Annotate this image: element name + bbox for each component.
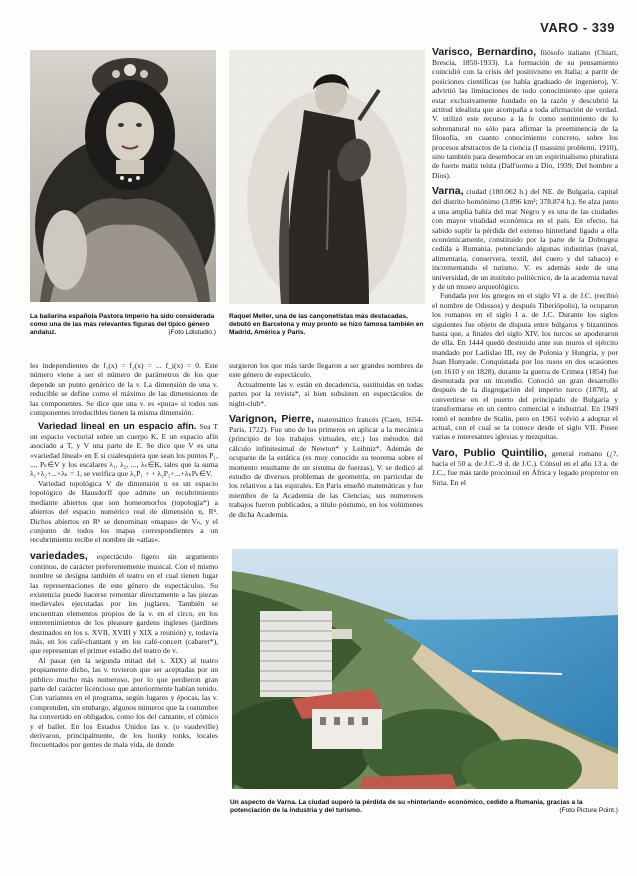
entry-term-variedades: variedades, [30, 549, 88, 562]
entry-term-varo: Varo, Publio Quintilio, [432, 446, 547, 459]
singer-caption [229, 313, 425, 338]
dancer-photo [30, 50, 216, 302]
entry-text-varignon: matemático francés (Caen, 1654-París, 1722). Fue uno de los primeros en aplicar a la mecánica (principio de los trabajos virtuales, etc.) los métodos del cálculo infinitesimal de Newton* y Leibniz*. Además de ocuparse de la estática (es muy conocido su teorema sobre el momento resultante de un sistema de fuerzas), V. se dedicó al estudio de diversos problemas de geometría, en particular de los relativos a las espirales. En París enseñó matemáticas y fue miembro de la Academia de las Ciencias; sus numerosos trabajos fueron publicados, a título póstumo, en los volúmenes de dicha Academia. [229, 415, 423, 519]
entry-text-varna-history: Fundada por los griegos en el siglo VI a. de J.C. (recibió el nombre de Odessos) y después Tiberiópolis), la ocuparon los romanos en el siglo I a. de J.C. Durante los siglos siguientes fue objeto de disputa entre búlgaros y bizantinos hasta que, a finales del siglo XIV, los turcos se apoderaron de ella. En 1444 quedó destruido ante sus muros el ejército mandado por Ladislao III, rey de Polonia y Hungría, y por Juan Hunyade. Conquistada por los rusos en dos ocasiones (en 1610 y en 1828), durante la guerra de Crimea (1854) fue desmurada por un incendio. Conoció un gran desarrollo después de la disgregación del imperio turco (1878), al convertirse en el puerto del principado de Bulgaria y transformarse en un centro comercial e industrial. En 1949 tomó el nombre de Stalin, pero en 1961 volvió a adoptar el actual, con el cual se la conoce desde el siglo VII. Posee varias e interesantes iglesias y mezquitas. [432, 291, 618, 442]
entry-text-varna: ciudad (180.062 h.) del NE. de Bulgaria, capital del distrito homónimo (3.896 km²; 378.874 h.). Se alza junto a una amplia bahía del mar Negro y es una de las ciudades con mayor vitalidad económica en el país. En efecto, ha sabido suplir la pérdida del extenso hinterland ligado a ella económicamente, constituido por la parte de la Dobrugea cedida a Rumania, potenciando algunas industrias (naval, alimentaria, conservera, textil, del cuero y del tabaco) e incrementando el turismo. V. es además sede de una universidad, de un instituto politécnico, de la academia naval y de un museo arqueológico. [432, 187, 618, 291]
subhead-variedad-lineal: Variedad lineal en un espacio afín. [38, 420, 197, 432]
dancer-caption [30, 313, 216, 338]
dancer-caption-text: La bailarina española Pastora Imperio ha sido considerada como una de las más relevantes figuras del típico género andaluz. [30, 313, 215, 337]
singer-caption-text: Raquel Meller, una de las cançonetistas más destacadas, debutó en Barcelona y muy pronto se hizo famosa también en Madrid, América y París. [229, 313, 424, 337]
singer-photo [229, 50, 425, 304]
entry-text-varo: general romano (¿?, hacia el 50 a. de J.C.-9 d. de J.C.). Cónsul en el año 13 a. de J.C., fue más tarde procónsul en África y legado propretor en Siria. En el [432, 448, 618, 487]
varna-caption-text: Un aspecto de Varna. La ciudad superó la pérdida de su «hinterland» económico, cedido a Rumania, gracias a la potenciación de la industria y del turismo. [230, 799, 583, 815]
entry-term-varna: Varna, [432, 185, 464, 198]
middle-paragraph-2: Actualmente las v. están en decadencia, sustituidas en todas partes por la revista*, si bien subsisten en espectáculos de night-club*. [229, 379, 423, 408]
entry-text-variedades: espectáculo ligero sin argumento continuo, de carácter preferentemente musical. Con el mismo nombre se designa también el teatro en el cual tienen lugar las representaciones de este género de espectáculos. Su existencia puede hacerse remontar directamente a las piezas medievales ejecutadas por los juglares. También se encuentran elementos propios de la v. en el circo, en los entretenimientos de los pleasure gardens ingleses (jardines destinados en los s. XVII, XVIII y XIX a reunión) y, todavía más, en los café-chantant y en los café-concert (cabaret*), que representan el primer estadio del teatro de v. [30, 551, 218, 656]
varna-photo [232, 549, 618, 789]
entry-term-varisco: Varisco, Bernardino, [432, 46, 537, 58]
entry-text-varisco: filósofo italiano (Chiari, Brescia, 1850-1933). La formación de su pensamiento coincidió con la crisis del positivismo en Italia; a partir de posiciones científicas (se había graduado de ingeniero), V. advirtió las limitaciones de todo conocimiento que quiera estar exclusivamente fundado en la razón y descubrió la actitud idealista que acompaña a toda afirmación de verdad. V. utilizó este recurso a la fe como sentimiento de lo sobrenatural no sólo para afirmar la preeminencia de la filosofía, en cuanto conocimiento concreto, sobre los procesos abstractos de la ciencia (I massimi problemi, 1910), sino también para desembocar en un espiritualismo pluralista de fuerte matiz teísta (Dall'uomo a Dio, 1939; Del hombre a Dios). [432, 48, 618, 180]
right-column [432, 47, 618, 487]
variedad-topologica-paragraph: Variedad topológica V de dimensión n es un espacio topológico de Hausdorff que admite un recubrimiento mediante abiertos que son homeomorfos (topología*) a abiertos del espacio numérico real de dimensión n, Rⁿ. Dichos abiertos en Rⁿ se denominan «mapas» de Vₙ, y el conjunto de todos los mapas correspondientes a un recubrimiento recibe el nombre de «atlas». [30, 478, 218, 545]
running-head: VARO - 339 [540, 20, 615, 35]
dancer-caption-credit: (Foto Ldistudio.) [168, 329, 216, 337]
varna-caption [230, 799, 618, 815]
intro-paragraph: les independientes de f₁(x) = f₂(x) = ... f_i(x) = 0. Este número viene a ser el número de parámetros de los que depende un punto genérico de la v. La dimensión de una v. reducible se define como el máximo de las dimensiones de las componentes. Se dice que una v. es «pura» si todos sus componentes irreducibles tienen la misma dimensión. [30, 361, 218, 418]
middle-continuation: surgieron los que más tarde llegaron a ser grandes nombres de este género de espectáculo. [229, 361, 423, 380]
middle-column [229, 361, 423, 519]
varna-caption-credit: (Foto Picture Point.) [559, 807, 618, 815]
subhead-variedad-lineal-text: Sea T un espacio vectorial sobre un cuerpo K, E un espacio afín asociado a T, y V una parte de E. Se dice que V es una «variedad lineal» en E si cualesquiera que sean los puntos P₁, ..., Pₖ∈V y los escalares λ₁, λ₂, ..., λₖ∈K, tales que la suma λ₁+λ₂+...+λₖ = 1, se verifica que λ₁P₁ + + λ₂P₂+...+λₖPₖ∈V. [30, 422, 219, 479]
left-column [30, 361, 218, 750]
entry-text-variedades-2: Al pasar (en la segunda mitad del s. XIX) al teatro propiamente dicho, las v. tuvieron que ser aceptadas por un público mucho más numeroso, por lo que perdieron gran parte del carácter licencioso que anteriormente habían tenido. Con variantes en el programa, según lugares y épocas, las v. comprenden, sin embargo, algunos números que la costumbre ha convertido en obligados, como los del cantante, el cómico y el ballet. En los Estados Unidos las v. (o vaudeville) derivaron, principalmente, de los honky tonks, locales frecuentados por gentes de mala vida, de donde [30, 655, 218, 750]
entry-term-varignon: Varignon, Pierre, [229, 413, 315, 426]
